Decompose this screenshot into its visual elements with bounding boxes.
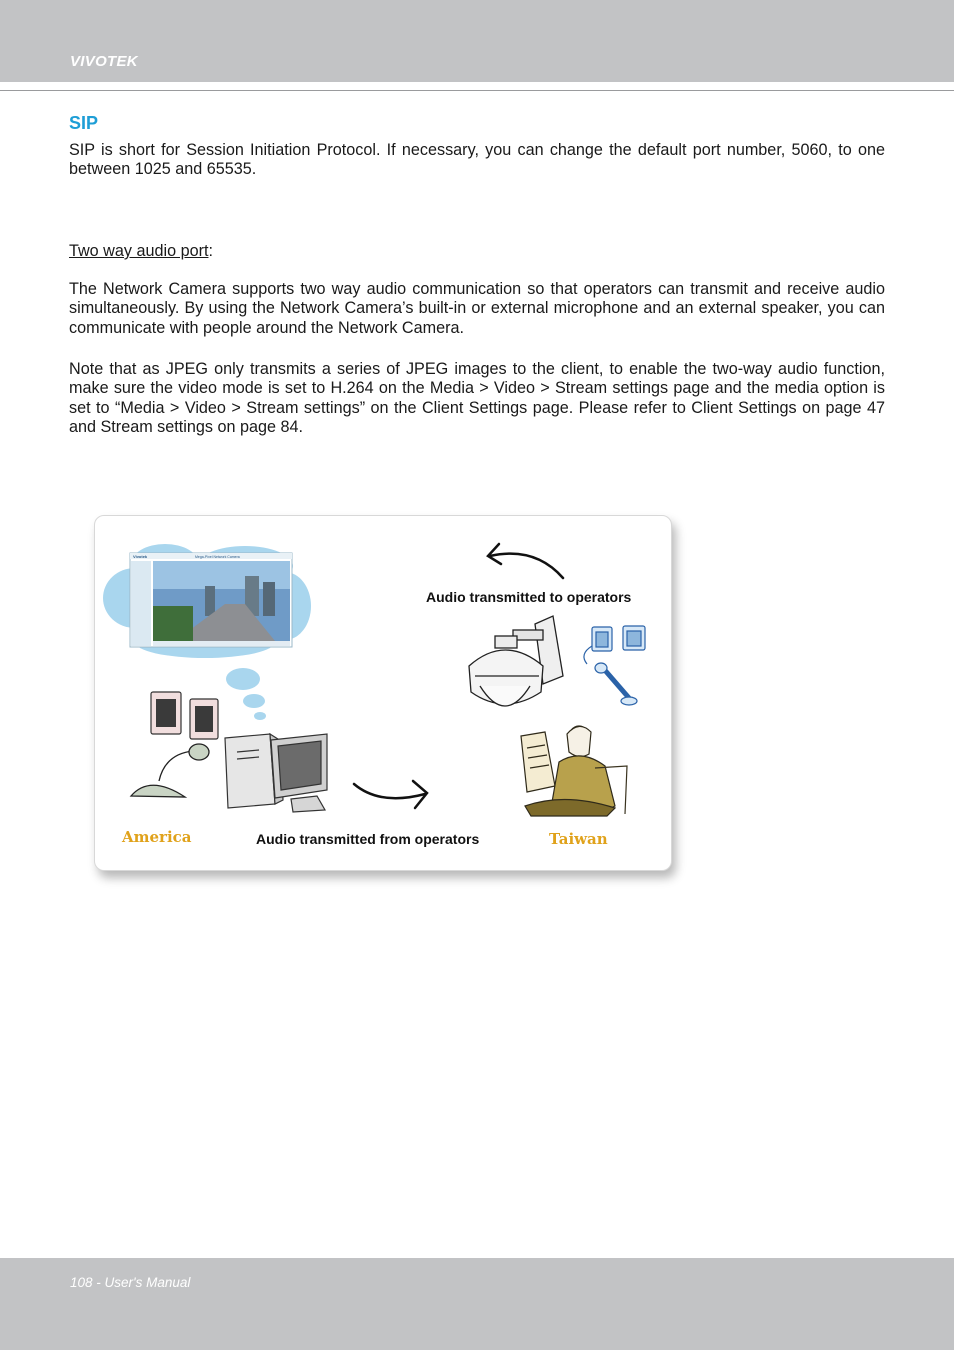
brand-logo: VIVOTEK [70, 53, 138, 70]
page-number: 108 - User's Manual [70, 1275, 191, 1290]
dome-camera [469, 616, 563, 706]
footer-band [0, 1258, 954, 1350]
computer [225, 734, 327, 812]
location-america: America [122, 828, 192, 846]
two-way-audio-paragraph: The Network Camera supports two way audio communication so that operators can transmit and receive audio simultaneously. By using the Network Camera’s built-in or external microphone and an external speaker, you can communicate with people around the Network Camera. [69, 280, 885, 337]
two-way-audio-heading [69, 242, 885, 261]
illustration-drawing [95, 516, 671, 870]
arrow-to-operators-icon [488, 544, 563, 578]
two-way-audio-label-suffix: : [208, 242, 213, 260]
section-title: SIP [69, 113, 99, 133]
speakers-right [584, 626, 645, 664]
location-taiwan: Taiwan [549, 830, 608, 848]
header-divider [0, 90, 954, 91]
two-way-audio-illustration [94, 515, 672, 871]
caption-audio-from-operators: Audio transmitted from operators [256, 831, 480, 847]
browser-screenshot [130, 553, 292, 647]
header-band [0, 0, 954, 82]
jpeg-note-paragraph: Note that as JPEG only transmits a series of JPEG images to the client, to enable the two-way audio function, make sure the video mode is set to H.264 on the Media > Video > Stream settings page and the media option is set to “Media > Video > Stream settings” on the Client Settings page. Please refer to Client Settings on page 47 and Stream settings on page 84. [69, 360, 885, 437]
sip-description: SIP is short for Session Initiation Protocol. If necessary, you can change the default port number, 5060, to one between 1025 and 65535. [69, 141, 885, 179]
speakers-left [151, 692, 218, 739]
screen-title: Mega-Pixel Network Camera [195, 555, 240, 559]
caption-audio-to-operators: Audio transmitted to operators [426, 589, 632, 605]
microphone-left [131, 744, 209, 797]
arrow-from-operators-icon [354, 781, 427, 808]
screen-logo: Vivotek [133, 554, 148, 559]
reading-person [521, 726, 627, 816]
two-way-audio-label: Two way audio port [69, 242, 209, 260]
microphone-right [595, 663, 637, 705]
